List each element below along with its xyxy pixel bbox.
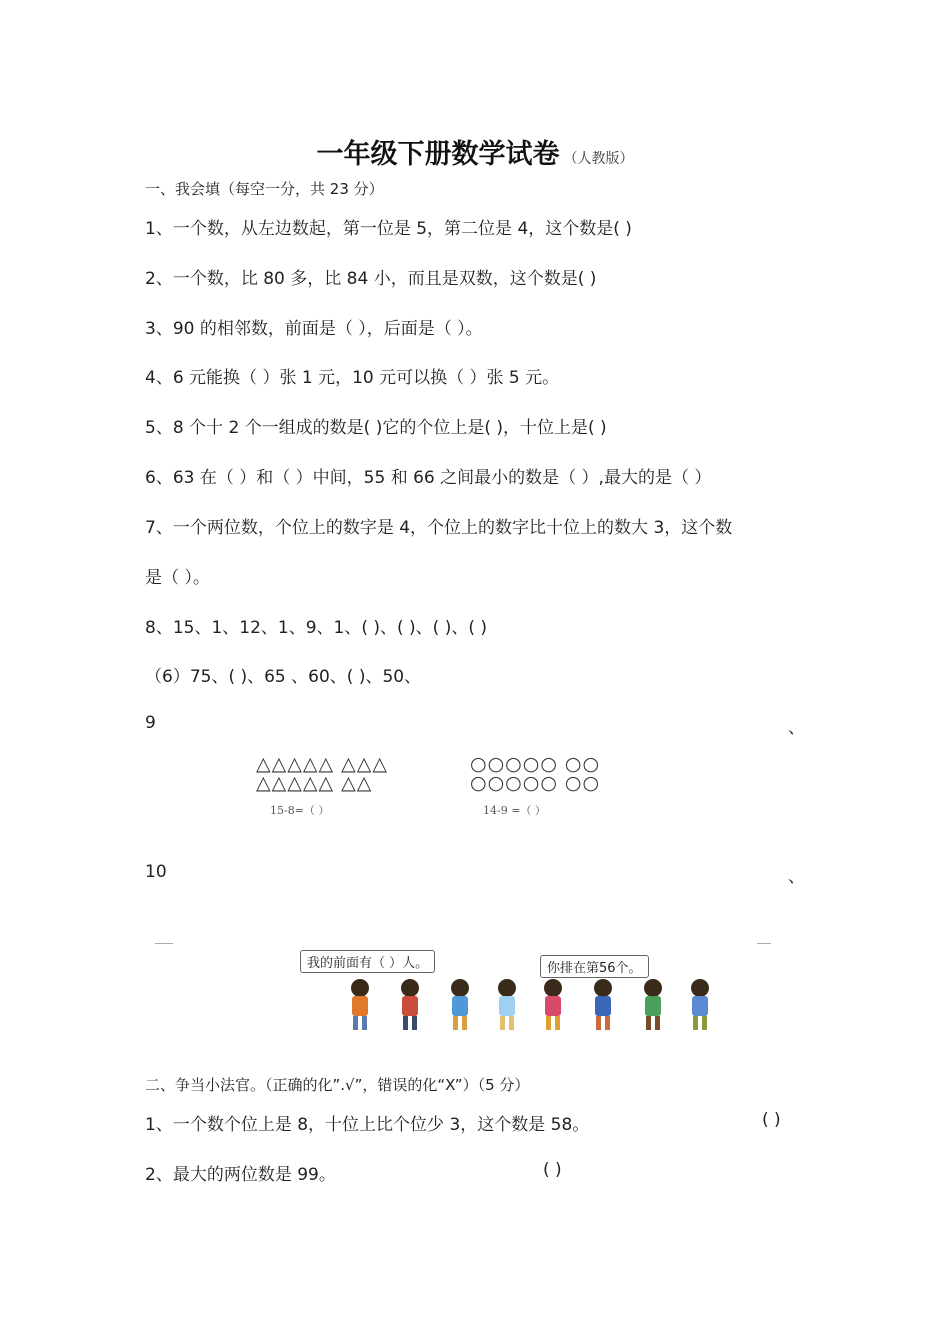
child-8 xyxy=(691,979,709,1030)
title-main: 一年级下册数学试卷 xyxy=(316,139,560,170)
question-6: 6、63 在（ ）和（ ）中间，55 和 66 之间最小的数是（ ）,最大的是（ ） xyxy=(145,468,712,488)
speech-bubble-1: 我的前面有（ ）人。 xyxy=(300,950,435,973)
child-2 xyxy=(401,979,419,1030)
child-5 xyxy=(544,979,562,1030)
question-4: 4、6 元能换（ ）张 1 元，10 元可以换（ ）张 5 元。 xyxy=(145,368,560,388)
triangles-row-1: △△△△△ △△△ xyxy=(256,753,388,775)
shapes-figure xyxy=(240,745,620,837)
queue-figure xyxy=(155,930,775,1045)
page-title xyxy=(0,132,950,171)
child-1 xyxy=(351,979,369,1030)
child-4 xyxy=(498,979,516,1030)
question-5: 5、8 个十 2 个一组成的数是( )它的个位上是( )，十位上是( ) xyxy=(145,418,607,438)
circles-row-2: ○○○○○ ○○ xyxy=(470,772,601,794)
question-8-line1: 8、15、1、12、1、9、1、( )、( )、( )、( ) xyxy=(145,618,488,638)
question-3: 3、90 的相邻数，前面是（ ），后面是（ ）。 xyxy=(145,319,483,339)
section2-heading: 二、争当小法官。（正确的化”.√”，错误的化“X”）（5 分） xyxy=(145,1076,530,1094)
question-2: 2、一个数，比 80 多，比 84 小，而且是双数，这个数是( ) xyxy=(145,269,597,289)
question-8-line2: （6）75、( )、65 、60、( )、50、 xyxy=(145,667,422,687)
judgment-2: 2、最大的两位数是 99。 xyxy=(145,1165,336,1185)
equation-2: 14-9 =（ ） xyxy=(483,804,546,817)
children-line-illustration xyxy=(155,930,775,1045)
judgment-1: 1、一个数个位上是 8，十位上比个位少 3，这个数是 58。 xyxy=(145,1115,590,1135)
child-3 xyxy=(451,979,469,1030)
title-sub: （人教版） xyxy=(563,151,634,167)
child-7 xyxy=(644,979,662,1030)
judgment-1-paren: ( ) xyxy=(762,1110,781,1130)
judgment-2-paren: ( ) xyxy=(543,1160,562,1180)
question-9-number: 9 xyxy=(145,713,156,733)
triangles-row-2: △△△△△ △△ xyxy=(256,772,373,794)
circles-row-1: ○○○○○ ○○ xyxy=(470,753,601,775)
speech-bubble-2: 你排在第56个。 xyxy=(540,955,649,978)
equation-1: 15-8=（ ） xyxy=(270,804,330,817)
question-7-line2: 是（ ）。 xyxy=(145,568,210,588)
question-7-line1: 7、一个两位数，个位上的数字是 4，个位上的数字比十位上的数大 3，这个数 xyxy=(145,518,733,538)
section1-heading: 一、我会填（每空一分，共 23 分） xyxy=(145,180,384,198)
question-10-mark: 、 xyxy=(788,867,805,887)
question-10-number: 10 xyxy=(145,862,167,882)
question-9-mark: 、 xyxy=(788,718,805,738)
question-1: 1、一个数，从左边数起，第一位是 5，第二位是 4，这个数是( ) xyxy=(145,219,632,239)
child-6 xyxy=(594,979,612,1030)
